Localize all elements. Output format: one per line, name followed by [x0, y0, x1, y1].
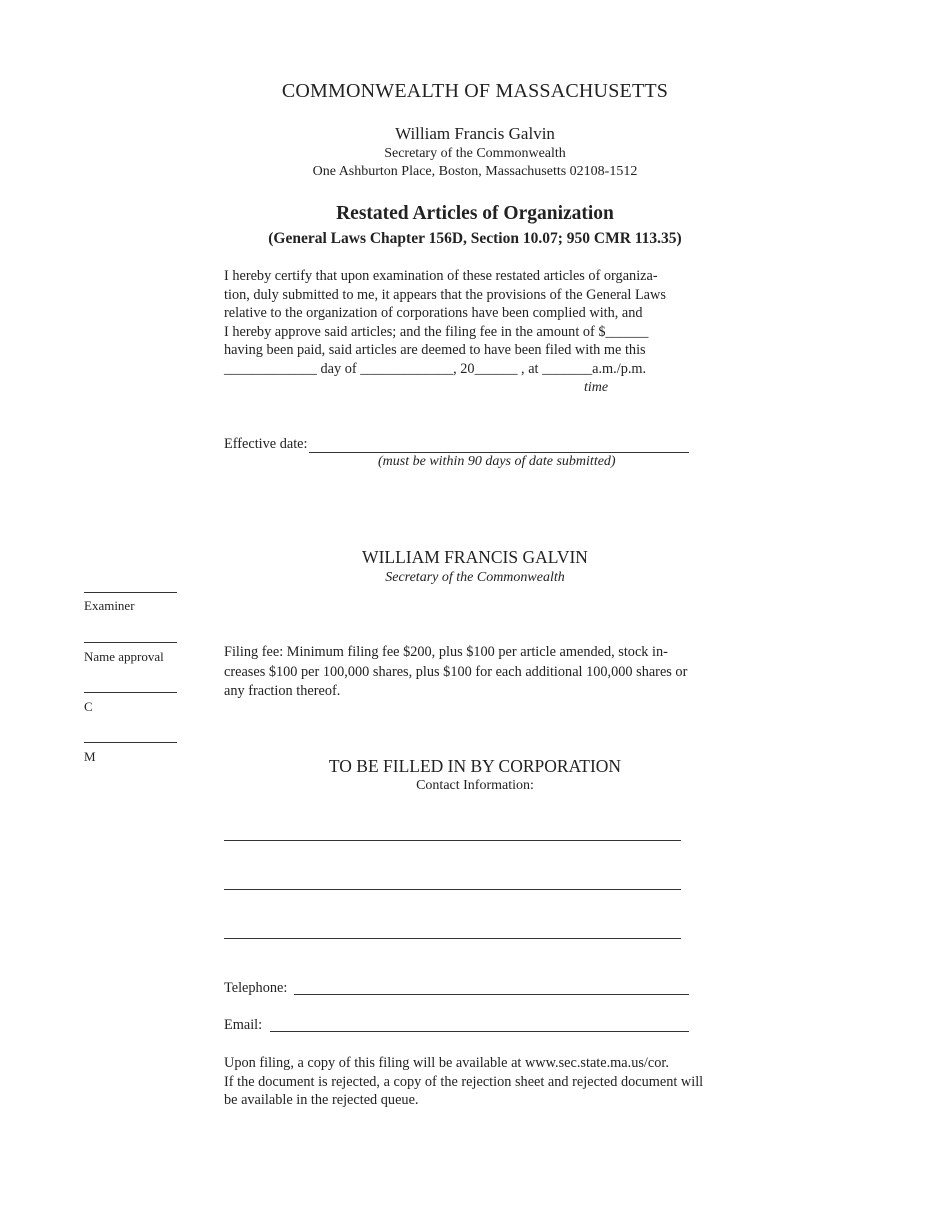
certification-line: I hereby certify that upon examination of these restated articles of organiza-: [224, 268, 658, 284]
email-field[interactable]: [270, 1031, 689, 1032]
m-field[interactable]: [84, 742, 177, 743]
certification-line: I hereby approve said articles; and the filing fee in the amount of $______: [224, 323, 649, 340]
telephone-field[interactable]: [294, 994, 689, 995]
filing-fee-line: Filing fee: Minimum filing fee $200, plus $100 per article amended, stock in-: [224, 644, 668, 660]
signatory-title: Secretary of the Commonwealth: [385, 570, 565, 585]
filing-notice-line: be available in the rejected queue.: [224, 1092, 419, 1109]
effective-date-note: (must be within 90 days of date submitted): [378, 454, 616, 469]
c-label: C: [84, 699, 93, 714]
certification-line: relative to the organization of corporations have been complied with, and: [224, 305, 643, 322]
filing-notice-line: Upon filing, a copy of this filing will be available at www.sec.state.ma.us/cor.: [224, 1055, 669, 1071]
telephone-label: Telephone:: [224, 980, 288, 996]
contact-line-2[interactable]: [224, 889, 681, 890]
c-field[interactable]: [84, 692, 177, 693]
filing-fee-paragraph: [224, 643, 727, 702]
certification-line: having been paid, said articles are deemed to have been filed with me this: [224, 342, 646, 359]
time-label: time: [584, 380, 609, 395]
secretary-title: Secretary of the Commonwealth: [384, 146, 566, 161]
form-title: Restated Articles of Organization: [336, 203, 614, 224]
filing-notice: [224, 1054, 727, 1110]
secretary-name: William Francis Galvin: [395, 124, 555, 143]
examiner-label: Examiner: [84, 598, 135, 613]
m-label: M: [84, 749, 96, 764]
certification-date-line: _____________ day of _____________, 20______ , at _______a.m./p.m.: [224, 360, 647, 377]
effective-date-label: Effective date:: [224, 436, 308, 452]
certification-line: tion, duly submitted to me, it appears that the provisions of the General Laws: [224, 286, 666, 303]
corporation-heading: TO BE FILLED IN BY CORPORATION: [328, 756, 622, 776]
state-heading: COMMONWEALTH OF MASSACHUSETTS: [281, 80, 669, 102]
contact-line-1[interactable]: [224, 840, 681, 841]
signatory-name: WILLIAM FRANCIS GALVIN: [362, 547, 588, 567]
contact-info-label: Contact Information:: [416, 778, 534, 793]
name-approval-field[interactable]: [84, 642, 177, 643]
certification-paragraph: [224, 267, 727, 379]
filing-fee-line: any fraction thereof.: [224, 683, 341, 699]
contact-line-3[interactable]: [224, 938, 681, 939]
name-approval-label: Name approval: [84, 649, 164, 664]
form-subtitle: (General Laws Chapter 156D, Section 10.07; 950 CMR 113.35): [268, 230, 682, 247]
effective-date-field[interactable]: [309, 452, 689, 453]
filing-notice-line: If the document is rejected, a copy of the rejection sheet and rejected document will: [224, 1073, 704, 1090]
email-label: Email:: [224, 1017, 263, 1033]
examiner-field[interactable]: [84, 592, 177, 593]
filing-fee-line: creases $100 per 100,000 shares, plus $100 for each additional 100,000 shares or: [224, 663, 688, 680]
office-address: One Ashburton Place, Boston, Massachusetts 02108-1512: [312, 164, 638, 179]
